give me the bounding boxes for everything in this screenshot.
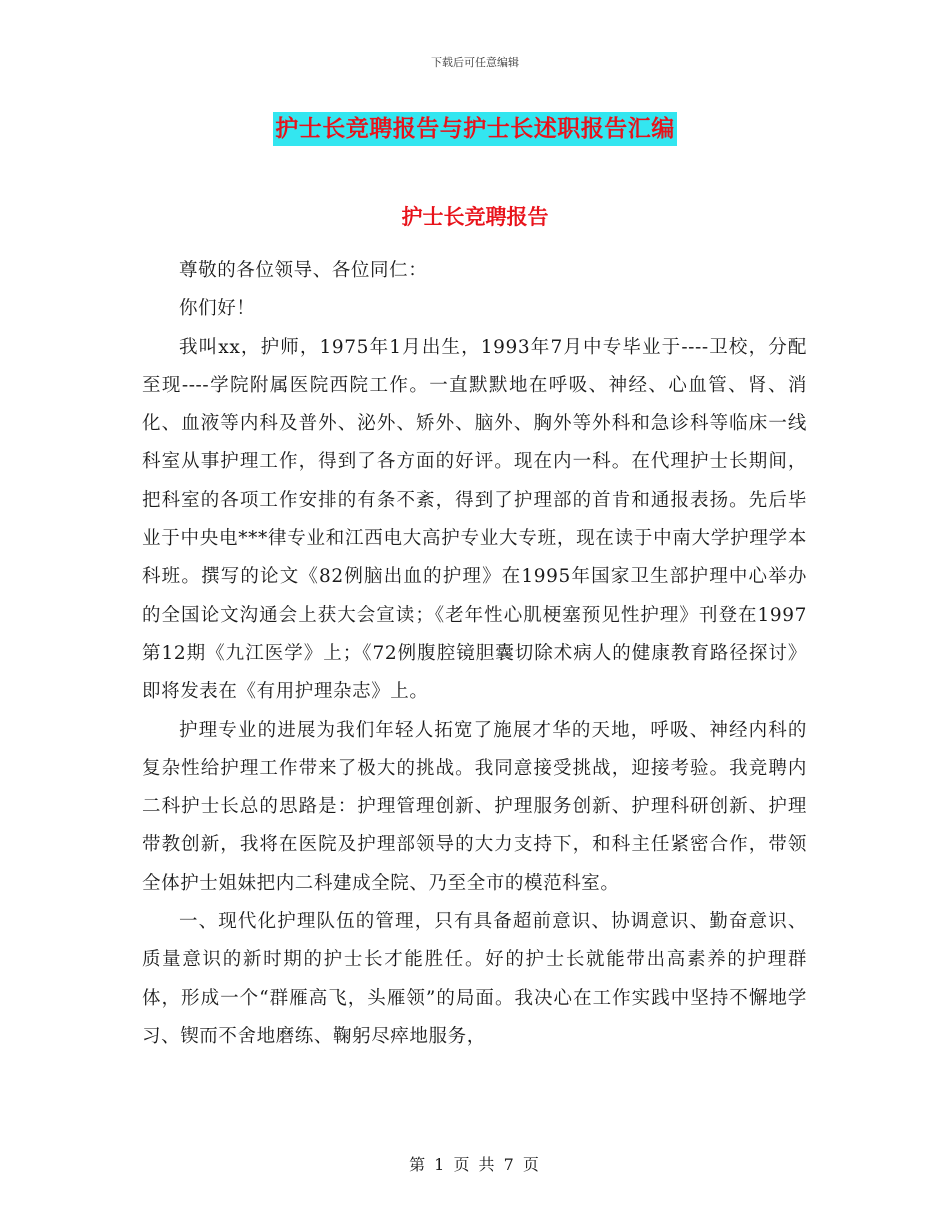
paragraph-introduction: 我叫xx，护师，1975年1月出生，1993年7月中专毕业于----卫校，分配至现----学院附属医院西院工作。一直默默地在呼吸、神经、心血管、肾、消化、血液等内科及普外、泌外、矫外、脑外、胸外等外科和急诊科等临床一线科室从事护理工作，得到了各方面的好评。现在内一科。在代理护士长期间，把科室的各项工作安排的有条不紊，得到了护理部的首肯和通报表扬。先后毕业于中央电***律专业和江西电大高护专业大专班，现在读于中南大学护理学本科班。撰写的论文《82例脑出血的护理》在1995年国家卫生部护理中心举办的全国论文沟通会上获大会宣读；《老年性心肌梗塞预见性护理》刊登在1997第12期《九江医学》上；《72例腹腔镜胆囊切除术病人的健康教育路径探讨》即将发表在《有用护理杂志》上。: [142, 336, 807, 703]
main-title: 护士长竞聘报告与护士长述职报告汇编: [273, 112, 677, 146]
section-title: 护士长竞聘报告: [401, 204, 549, 229]
paragraph-salutation: 尊敬的各位领导、各位同仁：: [179, 260, 428, 281]
paragraph-section-one: 一、现代化护理队伍的管理，只有具备超前意识、协调意识、勤奋意识、质量意识的新时期的护士长才能胜任。好的护士长就能带出高素养的护理群体，形成一个“群雁高飞，头雁领”的局面。我决心在工作实践中坚持不懈地学习、锲而不舍地磨练、鞠躬尽瘁地服务，: [142, 911, 807, 1047]
paragraph-vision: 护理专业的进展为我们年轻人拓宽了施展才华的天地，呼吸、神经内科的复杂性给护理工作带来了极大的挑战。我同意接受挑战，迎接考验。我竞聘内二科护士长总的思路是：护理管理创新、护理服务创新、护理科研创新、护理带教创新，我将在医院及护理部领导的大力支持下，和科主任紧密合作，带领全体护士姐妹把内二科建成全院、乃至全市的模范科室。: [142, 719, 807, 894]
document-body: [142, 220, 807, 1056]
main-title-container: [0, 112, 950, 146]
page-indicator: 第 1 页 共 7 页: [409, 1155, 541, 1174]
paragraph-greeting: 你们好！: [179, 298, 256, 320]
header-note: 下载后可任意编辑: [431, 56, 519, 69]
